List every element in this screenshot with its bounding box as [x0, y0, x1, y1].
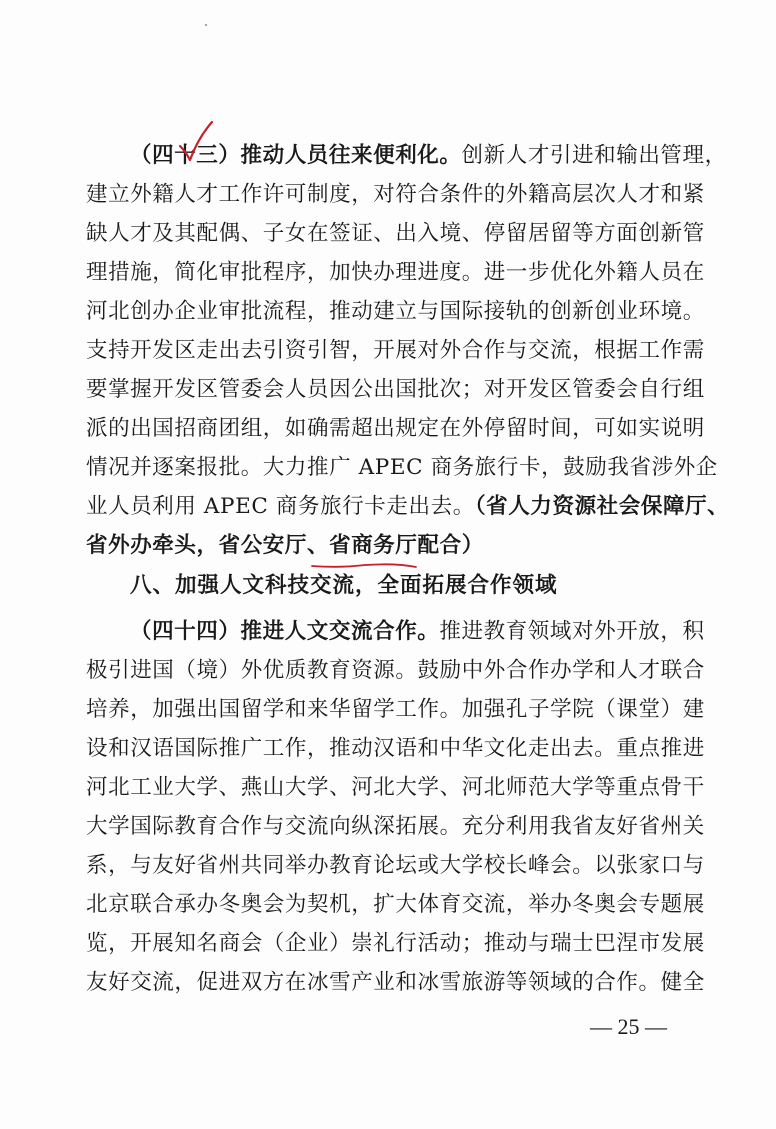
text-line: 大学国际教育合作与交流向纵深拓展。充分利用我省友好省州关 — [86, 814, 705, 839]
text-line: 极引进国（境）外优质教育资源。鼓励中外合作办学和人才联合 — [86, 658, 705, 683]
text-line — [130, 141, 727, 171]
text-line: 友好交流，促进双方在冰雪产业和冰雪旅游等领域的合作。健全 — [86, 970, 705, 995]
section-heading-44: （四十四）推进人文交流合作。 — [130, 619, 440, 644]
text-line: 北京联合承办冬奥会为契机，扩大体育交流，举办冬奥会专题展 — [86, 892, 705, 917]
line-text: 推进教育领域对外开放，积 — [439, 619, 705, 644]
section-heading-43: （四十三）推动人员往来便利化。 — [130, 143, 462, 168]
text-line: 系，与友好省州共同举办教育论坛或大学校长峰会。以张家口与 — [86, 853, 705, 878]
responsible-agencies: 省外办牵头，省公安厅、省商务厅配合） — [86, 533, 484, 558]
text-line — [86, 531, 484, 561]
line-text: 创新人才引进和输出管理， — [461, 143, 727, 168]
text-line: 览，开展知名商会（企业）崇礼行活动；推动与瑞士巴涅市发展 — [86, 931, 705, 956]
text-line: 支持开发区走出去引资引智，开展对外合作与交流，根据工作需 — [86, 338, 705, 363]
chapter-heading: 八、加强人文科技交流，全面拓展合作领域 — [130, 573, 558, 598]
text-line: 河北工业大学、燕山大学、河北大学、河北师范大学等重点骨干 — [86, 775, 705, 800]
text-line — [130, 617, 705, 647]
text-line: 培养，加强出国留学和来华留学工作。加强孔子学院（课堂）建 — [86, 697, 705, 722]
scan-speck — [205, 24, 207, 26]
text-line: 缺人才及其配偶、子女在签证、出入境、停留居留等方面创新管 — [86, 221, 705, 246]
responsible-agencies: （省人力资源社会保障厅、 — [474, 494, 730, 519]
text-line: 理措施，简化审批程序，加快办理进度。进一步优化外籍人员在 — [86, 260, 705, 285]
line-text: 业人员利用 APEC 商务旅行卡走出去。 — [86, 494, 475, 519]
text-line: 河北创办企业审批流程，推动建立与国际接轨的创新创业环境。 — [86, 299, 705, 324]
text-line: 派的出国招商团组，如确需超出规定在外停留时间，可如实说明 — [86, 416, 705, 441]
text-line: 要掌握开发区管委会人员因公出国批次；对开发区管委会自行组 — [86, 377, 705, 402]
text-line: 情况并逐案报批。大力推广 APEC 商务旅行卡，鼓励我省涉外企 — [86, 455, 718, 480]
text-line: 设和汉语国际推广工作，推动汉语和中华文化走出去。重点推进 — [86, 736, 705, 761]
text-line: 建立外籍人才工作许可制度，对符合条件的外籍高层次人才和紧 — [86, 182, 705, 207]
text-line — [86, 492, 730, 522]
page-number: — 25 — — [590, 1014, 667, 1039]
